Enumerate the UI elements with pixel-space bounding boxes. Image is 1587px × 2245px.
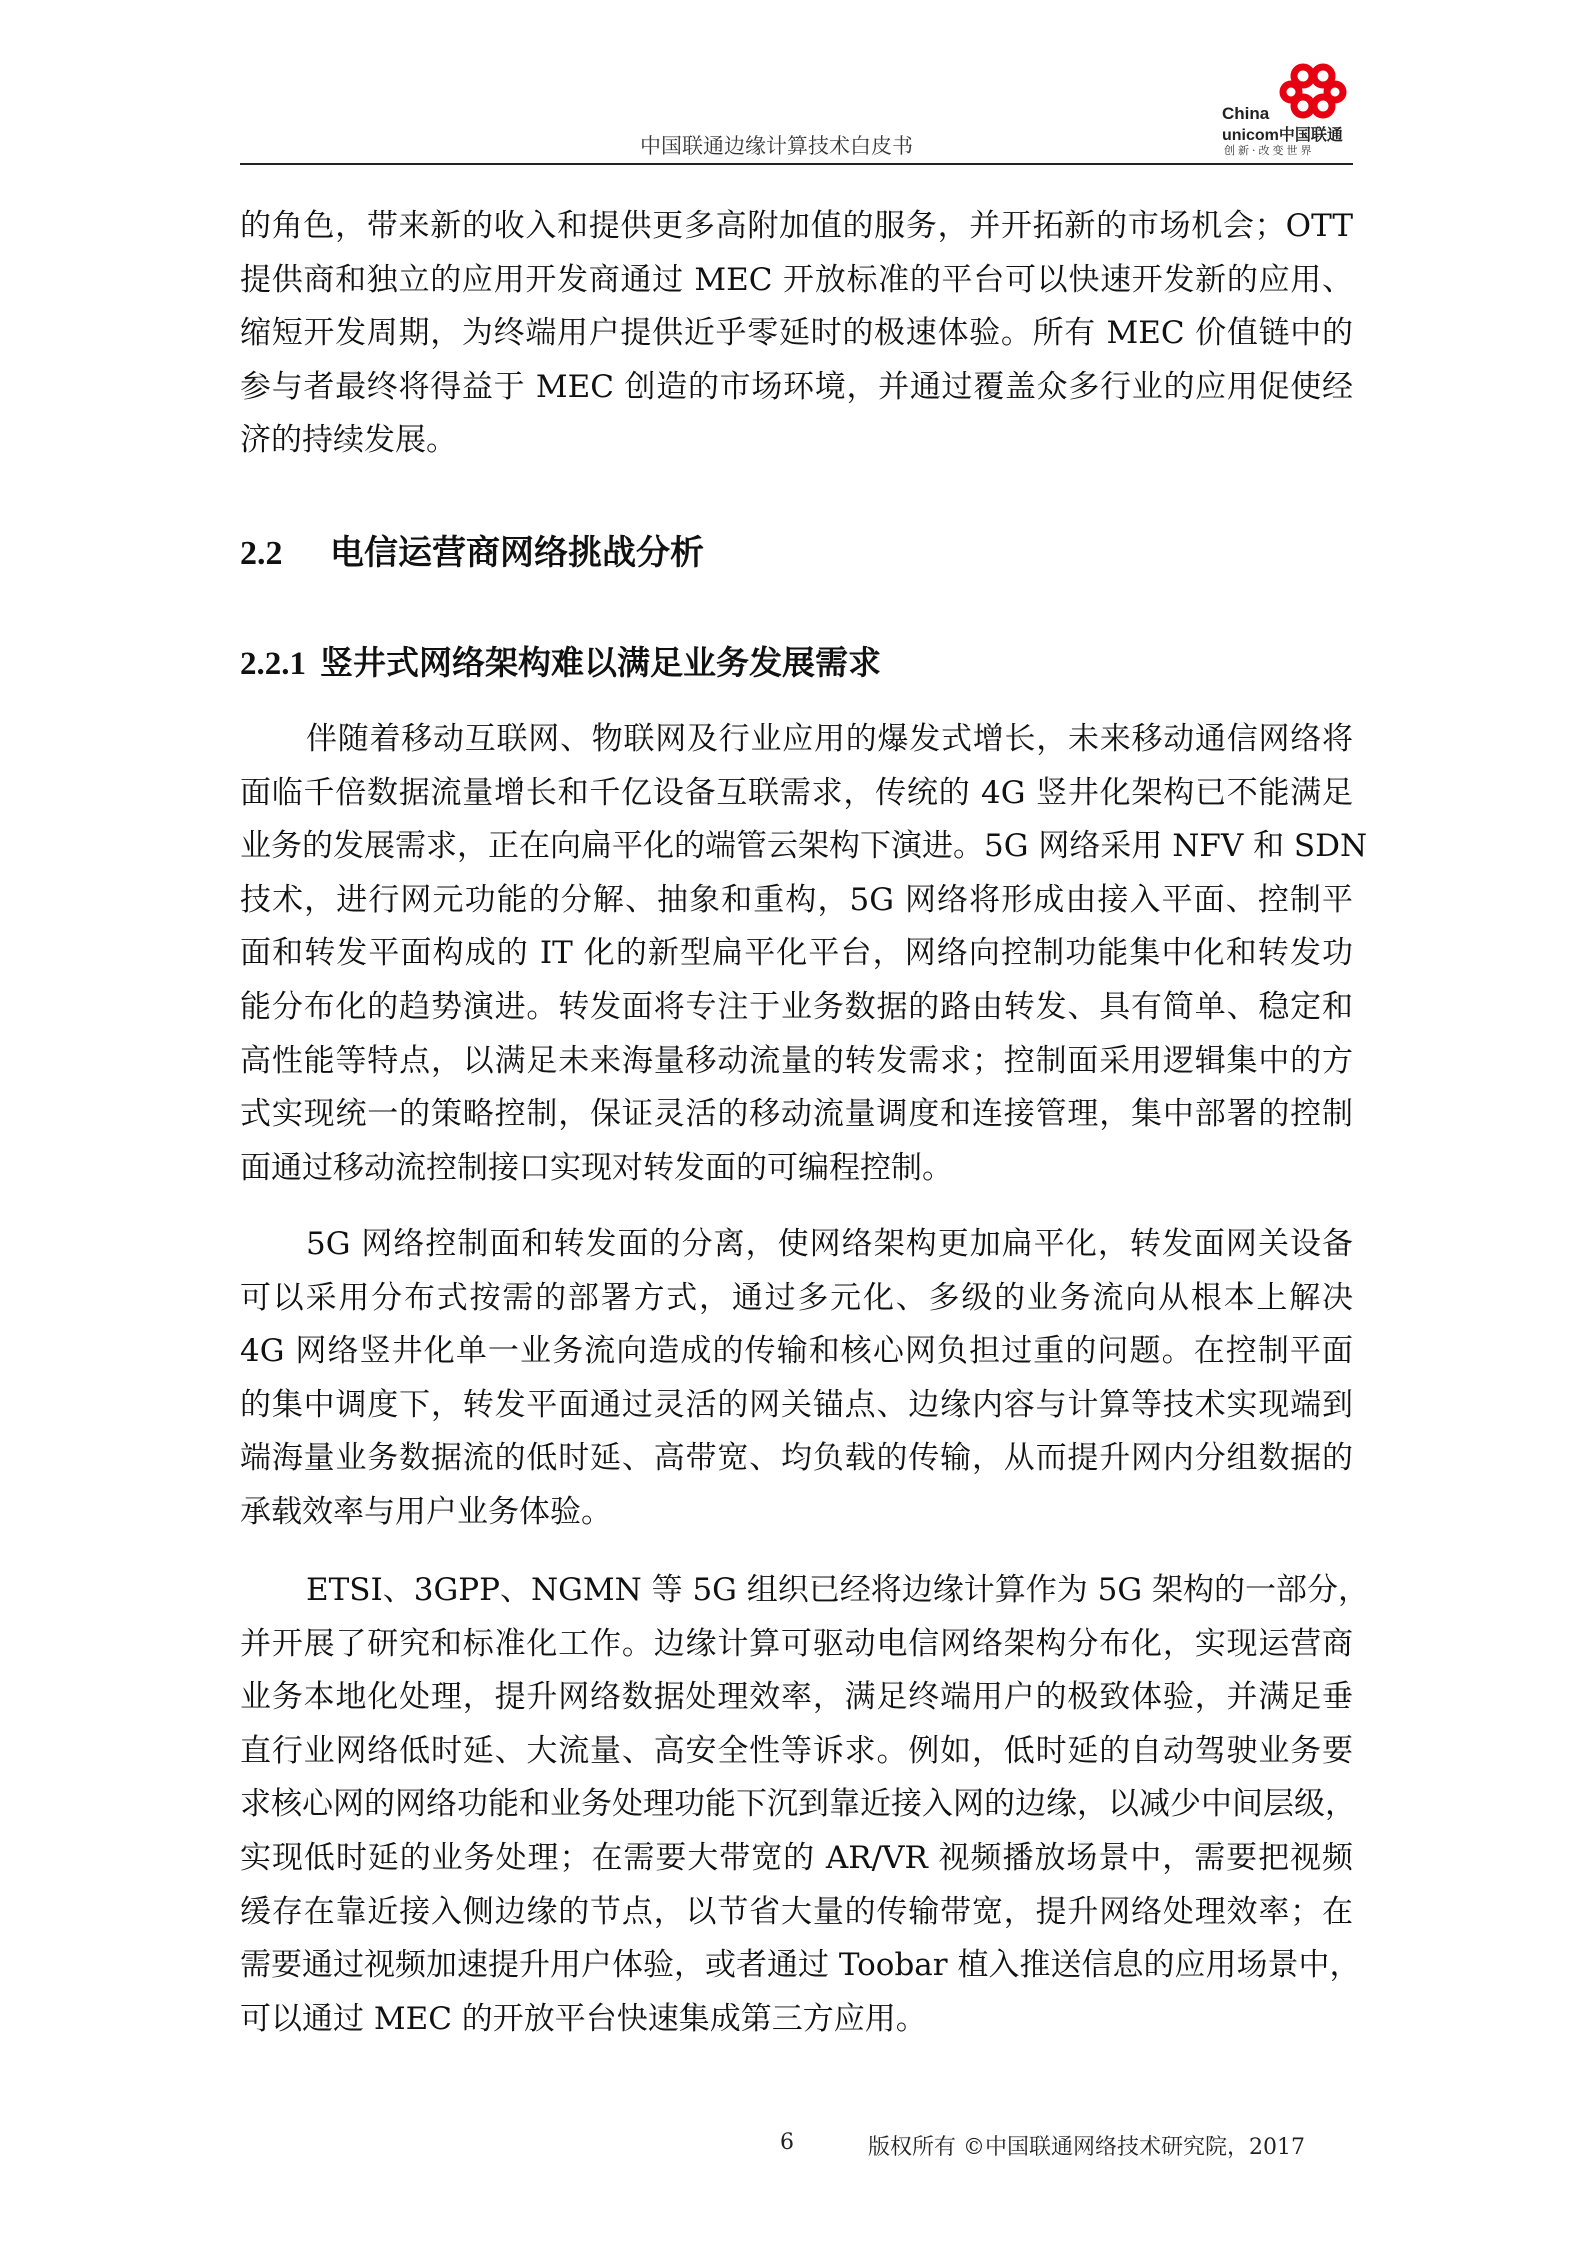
text-line: 缩短开发周期，为终端用户提供近乎零延时的极速体验。所有 MEC 价值链中的 <box>240 315 1353 352</box>
text-line: 业务的发展需求，正在向扁平化的端管云架构下演进。5G 网络采用 NFV 和 SDN <box>240 828 1368 865</box>
text-line: 能分布化的趋势演进。转发面将专注于业务数据的路由转发、具有简单、稳定和 <box>240 989 1353 1025</box>
text-line: 求核心网的网络功能和业务处理功能下沉到靠近接入网的边缘，以减少中间层级， <box>240 1786 1356 1823</box>
section-title: 电信运营商网络挑战分析 <box>330 533 704 573</box>
text-line: 面和转发平面构成的 IT 化的新型扁平化平台，网络向控制功能集中化和转发功 <box>240 935 1353 972</box>
text-line: 4G 网络竖井化单一业务流向造成的传输和核心网负担过重的问题。在控制平面 <box>240 1333 1353 1370</box>
text-line: 并开展了研究和标准化工作。边缘计算可驱动电信网络架构分布化，实现运营商 <box>240 1625 1353 1662</box>
text-line: 伴随着移动互联网、物联网及行业应用的爆发式增长，未来移动通信网络将 <box>306 721 1353 757</box>
text-line: 面通过移动流控制接口实现对转发面的可编程控制。 <box>240 1149 953 1186</box>
text-line: 技术，进行网元功能的分解、抽象和重构，5G 网络将形成由接入平面、控制平 <box>240 881 1353 918</box>
section-number: 2.2 <box>240 535 283 572</box>
copyright: 版权所有 ©中国联通网络技术研究院，2017 <box>868 2135 1305 2160</box>
text-line: 参与者最终将得益于 MEC 创造的市场环境，并通过覆盖众多行业的应用促使经 <box>240 368 1353 405</box>
text-line: 承载效率与用户业务体验。 <box>240 1494 612 1530</box>
header-title: 中国联通边缘计算技术白皮书 <box>640 134 913 158</box>
section-heading <box>240 525 704 574</box>
text-line: 直行业网络低时延、大流量、高安全性等诉求。例如，低时延的自动驾驶业务要 <box>240 1732 1353 1769</box>
subsection-number: 2.2.1 <box>240 646 306 682</box>
text-line: 高性能等特点，以满足未来海量移动流量的转发需求；控制面采用逻辑集中的方 <box>240 1042 1353 1079</box>
text-line: 的角色，带来新的收入和提供更多高附加值的服务，并开拓新的市场机会；OTT <box>240 208 1353 244</box>
text-line: 5G 网络控制面和转发面的分离，使网络架构更加扁平化，转发面网关设备 <box>306 1226 1353 1262</box>
text-line: 式实现统一的策略控制，保证灵活的移动流量调度和连接管理，集中部署的控制 <box>240 1096 1353 1133</box>
unicom-knot-icon <box>1278 62 1348 120</box>
subsection-title: 竖井式网络架构难以满足业务发展需求 <box>320 643 881 682</box>
text-line: 需要通过视频加速提升用户体验，或者通过 Toobar 植入推送信息的应用场景中， <box>240 1947 1361 1984</box>
logo-slogan: 创新·改变世界 <box>1224 144 1315 157</box>
subsection-heading <box>240 637 881 684</box>
header-rule <box>240 163 1353 165</box>
text-line: 的集中调度下，转发平面通过灵活的网关锚点、边缘内容与计算等技术实现端到 <box>240 1386 1353 1423</box>
text-line: 可以采用分布式按需的部署方式，通过多元化、多级的业务流向从根本上解决 <box>240 1279 1353 1316</box>
text-line: 实现低时延的业务处理；在需要大带宽的 AR/VR 视频播放场景中，需要把视频 <box>240 1840 1353 1876</box>
text-line: 端海量业务数据流的低时延、高带宽、均负载的传输，从而提升网内分组数据的 <box>240 1440 1353 1477</box>
logo-china: China <box>1222 104 1270 123</box>
text-line: 业务本地化处理，提升网络数据处理效率，满足终端用户的极致体验，并满足垂 <box>240 1679 1353 1716</box>
text-line: ETSI、3GPP、NGMN 等 5G 组织已经将边缘计算作为 5G 架构的一部分， <box>306 1572 1369 1608</box>
text-line: 提供商和独立的应用开发商通过 MEC 开放标准的平台可以快速开发新的应用、 <box>240 261 1353 298</box>
china-unicom-logo <box>1212 62 1362 162</box>
text-line: 可以通过 MEC 的开放平台快速集成第三方应用。 <box>240 2000 927 2037</box>
text-line: 缓存在靠近接入侧边缘的节点，以节省大量的传输带宽，提升网络处理效率；在 <box>240 1893 1353 1930</box>
logo-unicom: unicom中国联通 <box>1222 127 1343 144</box>
text-line: 济的持续发展。 <box>240 422 457 459</box>
page-number: 6 <box>780 2130 794 2155</box>
text-line: 面临千倍数据流量增长和千亿设备互联需求，传统的 4G 竖井化架构已不能满足 <box>240 774 1353 811</box>
